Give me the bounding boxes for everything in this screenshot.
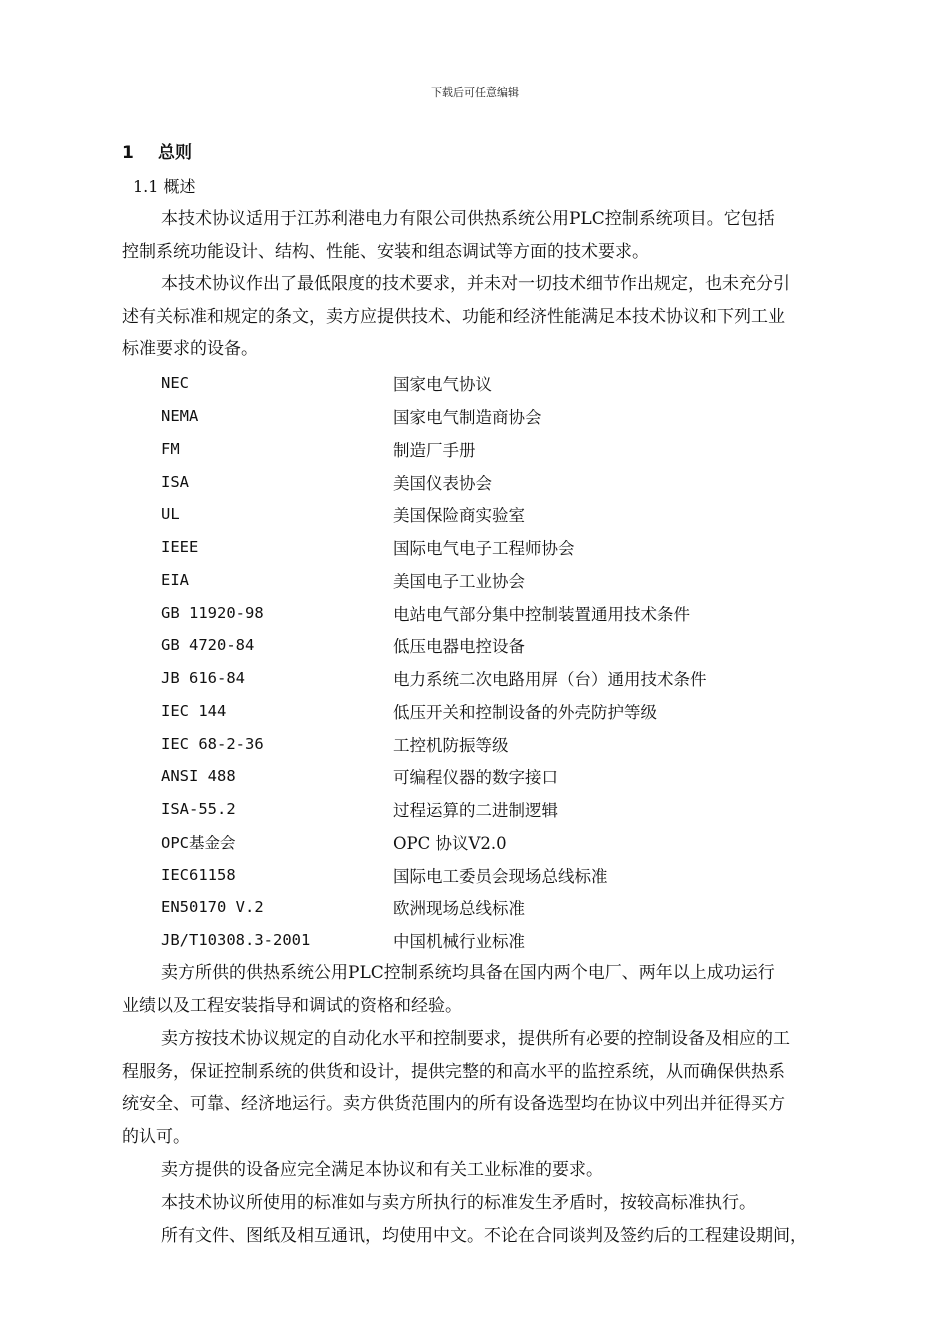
standard-row xyxy=(161,727,861,760)
standard-code: ISA xyxy=(161,472,189,491)
standard-row xyxy=(161,891,861,924)
standard-code: FM xyxy=(161,439,180,458)
paragraph-language xyxy=(122,1220,872,1253)
standard-row xyxy=(161,760,861,793)
standard-description: OPC 协议V2.0 xyxy=(393,833,507,853)
standard-code: NEC xyxy=(161,374,189,393)
standard-description: 欧洲现场总线标准 xyxy=(393,899,525,919)
standard-row xyxy=(161,367,861,400)
standard-row xyxy=(161,629,861,662)
standard-description: 国家电气协议 xyxy=(393,375,492,395)
standard-code: GB 11920-98 xyxy=(161,603,264,622)
paragraph-line: 标准要求的设备。 xyxy=(122,339,258,360)
standard-code: JB/T10308.3-2001 xyxy=(161,931,311,950)
standard-code: NEMA xyxy=(161,407,199,426)
standard-code: IEC61158 xyxy=(161,865,236,884)
standard-code: IEC 144 xyxy=(161,701,227,720)
paragraph-line: 所有文件、图纸及相互通讯，均使用中文。不论在合同谈判及签约后的工程建设期间， xyxy=(161,1226,807,1246)
paragraph-line: 统安全、可靠、经济地运行。卖方供货范围内的所有设备选型均在协议中列出并征得买方 xyxy=(122,1094,785,1115)
standard-code: OPC基金会 xyxy=(161,833,236,852)
standard-row xyxy=(161,596,861,629)
standard-code: UL xyxy=(161,505,180,524)
paragraph-line: 的认可。 xyxy=(122,1126,190,1147)
standard-description: 美国保险商实验室 xyxy=(393,506,525,526)
paragraph-scope xyxy=(122,203,872,268)
standard-row xyxy=(161,695,861,728)
standard-description: 美国仪表协会 xyxy=(393,473,492,493)
standard-row xyxy=(161,400,861,433)
standards-list xyxy=(161,367,861,957)
standard-description: 电站电气部分集中控制装置通用技术条件 xyxy=(393,604,690,624)
standard-description: 中国机械行业标准 xyxy=(393,932,525,952)
standard-description: 制造厂手册 xyxy=(393,440,476,460)
standard-description: 国际电气电子工程师协会 xyxy=(393,539,575,559)
paragraph-line: 本技术协议适用于江苏利港电力有限公司供热系统公用PLC控制系统项目。它包括 xyxy=(161,209,775,229)
paragraph-scope-of-supply xyxy=(122,1023,872,1153)
section-heading xyxy=(122,138,192,163)
page-header-note: 下载后可任意编辑 xyxy=(431,86,519,99)
standard-description: 美国电子工业协会 xyxy=(393,571,525,591)
standard-code: IEEE xyxy=(161,538,199,557)
standard-description: 工控机防振等级 xyxy=(393,735,509,755)
standard-row xyxy=(161,465,861,498)
standard-description: 过程运算的二进制逻辑 xyxy=(393,801,558,821)
section-number: 1 xyxy=(122,143,134,163)
standard-code: JB 616-84 xyxy=(161,669,245,688)
standard-description: 低压开关和控制设备的外壳防护等级 xyxy=(393,702,657,722)
standard-description: 低压电器电控设备 xyxy=(393,637,525,657)
paragraph-line: 卖方提供的设备应完全满足本协议和有关工业标准的要求。 xyxy=(161,1160,603,1180)
standard-code: EN50170 V.2 xyxy=(161,898,264,917)
paragraph-line: 程服务，保证控制系统的供货和设计，提供完整的和高水平的监控系统，从而确保供热系 xyxy=(122,1061,785,1082)
standard-code: EIA xyxy=(161,570,189,589)
standard-code: ISA-55.2 xyxy=(161,800,236,819)
standard-row xyxy=(161,531,861,564)
standard-row xyxy=(161,858,861,891)
paragraph-line: 业绩以及工程安装指导和调试的资格和经验。 xyxy=(122,995,462,1016)
subsection-heading: 1.1 概述 xyxy=(133,177,196,196)
standard-row xyxy=(161,498,861,531)
standard-row xyxy=(161,793,861,826)
paragraph-line: 本技术协议所使用的标准如与卖方所执行的标准发生矛盾时，按较高标准执行。 xyxy=(161,1193,756,1213)
paragraph-requirements xyxy=(122,268,872,366)
section-title: 总则 xyxy=(158,143,192,163)
paragraph-line: 卖方按技术协议规定的自动化水平和控制要求，提供所有必要的控制设备及相应的工 xyxy=(161,1029,790,1049)
standard-code: IEC 68-2-36 xyxy=(161,734,264,753)
standard-code: ANSI 488 xyxy=(161,767,236,786)
standard-row xyxy=(161,662,861,695)
paragraph-compliance xyxy=(122,1154,872,1187)
paragraph-standard-conflict xyxy=(122,1187,872,1220)
standard-code: GB 4720-84 xyxy=(161,636,255,655)
paragraph-line: 控制系统功能设计、结构、性能、安装和组态调试等方面的技术要求。 xyxy=(122,241,649,262)
standard-description: 国际电工委员会现场总线标准 xyxy=(393,866,608,886)
standard-row xyxy=(161,564,861,597)
paragraph-line: 述有关标准和规定的条文，卖方应提供技术、功能和经济性能满足本技术协议和下列工业 xyxy=(122,306,785,327)
paragraph-line: 卖方所供的供热系统公用PLC控制系统均具备在国内两个电厂、两年以上成功运行 xyxy=(161,963,775,983)
standard-row xyxy=(161,924,861,957)
standard-row xyxy=(161,433,861,466)
paragraph-line: 本技术协议作出了最低限度的技术要求，并未对一切技术细节作出规定，也未充分引 xyxy=(161,274,790,294)
standard-description: 可编程仪器的数字接口 xyxy=(393,768,558,788)
standard-description: 国家电气制造商协会 xyxy=(393,408,542,428)
standard-description: 电力系统二次电路用屏（台）通用技术条件 xyxy=(393,670,707,690)
paragraph-qualifications xyxy=(122,957,872,1022)
standard-row xyxy=(161,826,861,859)
